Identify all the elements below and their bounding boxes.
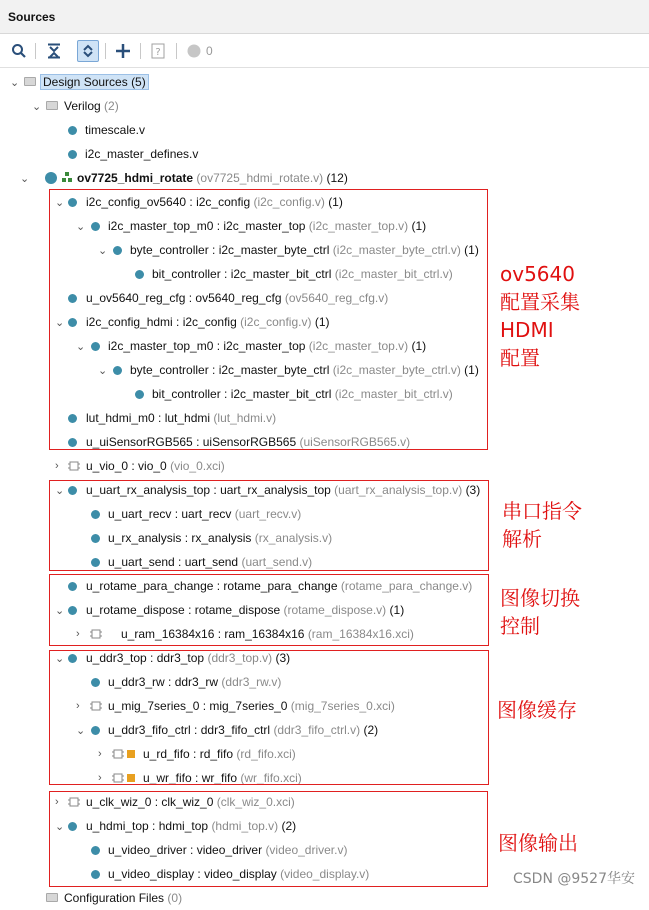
node-file: (uart_rx_analysis_top.v) — [334, 483, 463, 497]
folder-icon — [46, 101, 58, 110]
node-name: i2c_master_top_m0 : i2c_master_top — [108, 339, 306, 353]
node-file: (i2c_config.v) — [253, 195, 325, 209]
node-name: bit_controller : i2c_master_bit_ctrl — [152, 387, 332, 401]
module-icon — [45, 172, 57, 184]
properties-icon[interactable] — [147, 40, 169, 62]
chevron-right-icon[interactable]: › — [76, 700, 80, 712]
node-count: (1) — [328, 195, 343, 209]
toolbar — [0, 34, 649, 68]
node-name: u_uart_recv : uart_recv — [108, 507, 232, 521]
node-name: u_rotame_dispose : rotame_dispose — [86, 603, 281, 617]
hierarchy-icon — [62, 172, 72, 182]
node-name: i2c_master_top_m0 : i2c_master_top — [108, 219, 306, 233]
node-file: (i2c_config.v) — [240, 315, 312, 329]
node-name: u_ddr3_top : ddr3_top — [86, 651, 205, 665]
ip-core-icon — [68, 460, 82, 475]
node-file: (video_display.v) — [280, 867, 370, 881]
node-file: (i2c_master_bit_ctrl.v) — [334, 267, 453, 281]
file-icon — [68, 126, 77, 135]
node-count: (3) — [275, 651, 291, 665]
node-file: (clk_wiz_0.xci) — [216, 795, 295, 809]
collapse-all-icon[interactable] — [43, 40, 65, 62]
chevron-down-icon[interactable]: ⌄ — [20, 173, 30, 185]
node-name: u_wr_fifo : wr_fifo — [143, 771, 238, 785]
chevron-down-icon[interactable]: ⌄ — [55, 317, 65, 329]
chevron-down-icon[interactable]: ⌄ — [98, 365, 108, 377]
node-name: u_ram_16384x16 : ram_16384x16 — [121, 627, 305, 641]
node-name: u_rx_analysis : rx_analysis — [108, 531, 252, 545]
node-count: (1) — [464, 243, 479, 257]
node-count: (1) — [411, 339, 427, 353]
chevron-right-icon[interactable]: › — [55, 796, 59, 808]
node-name: u_video_driver : video_driver — [108, 843, 263, 857]
node-file: (ram_16384x16.xci) — [307, 627, 414, 641]
node-file: (uart_send.v) — [241, 555, 313, 569]
node-name: u_rd_fifo : rd_fifo — [143, 747, 234, 761]
node-file: (uiSensorRGB565.v) — [299, 435, 411, 449]
annotation-uart: 串口指令 解析 — [502, 499, 582, 551]
node-name: byte_controller : i2c_master_byte_ctrl — [130, 243, 330, 257]
node-count: (3) — [465, 483, 481, 497]
node-name: u_hdmi_top : hdmi_top — [86, 819, 209, 833]
design-sources-node[interactable]: Design Sources (5) — [40, 70, 149, 94]
node-count: (2) — [281, 819, 297, 833]
node-name: u_ddr3_rw : ddr3_rw — [108, 675, 219, 689]
node-file: (i2c_master_byte_ctrl.v) — [332, 243, 461, 257]
node-file: (mig_7series_0.xci) — [290, 699, 395, 713]
error-count: 0 — [206, 44, 213, 58]
folder-icon — [46, 893, 58, 902]
annotation-box-uart — [49, 480, 489, 571]
node-file: (rx_analysis.v) — [254, 531, 333, 545]
annotation-hdmi: 图像输出 — [498, 831, 578, 855]
node-file: (wr_fifo.xci) — [240, 771, 302, 785]
node-file: (rotame_dispose.v) — [283, 603, 387, 617]
chevron-down-icon[interactable]: ⌄ — [76, 341, 86, 353]
verilog-node[interactable]: Verilog (2) — [64, 99, 119, 113]
chevron-right-icon[interactable]: › — [76, 628, 80, 640]
node-count: (1) — [464, 363, 479, 377]
top-module-node[interactable]: ov7725_hdmi_rotate (ov7725_hdmi_rotate.v) (12) — [77, 171, 348, 185]
node-count: (2) — [363, 723, 379, 737]
node-file: (i2c_master_byte_ctrl.v) — [332, 363, 461, 377]
annotation-box-ddr3 — [49, 650, 489, 785]
annotation-rotate: 图像切换 控制 — [500, 586, 580, 638]
node-name: u_rotame_para_change : rotame_para_change — [86, 579, 338, 593]
node-name: u_uart_rx_analysis_top : uart_rx_analysis_top — [86, 483, 331, 497]
node-file: (vio_0.xci) — [170, 459, 225, 473]
node-file: (i2c_master_top.v) — [308, 219, 409, 233]
folder-icon — [24, 77, 36, 86]
chevron-down-icon[interactable]: ⌄ — [76, 221, 86, 233]
svg-text:?: ? — [155, 47, 161, 58]
file-i2c-master-defines[interactable]: i2c_master_defines.v — [85, 147, 199, 161]
node-file: (rd_fifo.xci) — [236, 747, 296, 761]
add-sources-icon[interactable] — [112, 40, 134, 62]
annotation-box-i2c — [49, 189, 488, 450]
node-file: (video_driver.v) — [265, 843, 348, 857]
chevron-down-icon[interactable]: ⌄ — [98, 245, 108, 257]
chevron-down-icon[interactable]: ⌄ — [55, 605, 65, 617]
file-icon — [68, 150, 77, 159]
node-name: u_uiSensorRGB565 : uiSensorRGB565 — [86, 435, 297, 449]
node-file: (ddr3_top.v) — [207, 651, 273, 665]
file-timescale[interactable]: timescale.v — [85, 123, 146, 137]
chevron-right-icon[interactable]: › — [98, 748, 102, 760]
node-count: (1) — [314, 315, 330, 329]
node-name: u_ov5640_reg_cfg : ov5640_reg_cfg — [86, 291, 282, 305]
node-name: u_vio_0 : vio_0 — [86, 459, 167, 473]
node-name: u_uart_send : uart_send — [108, 555, 239, 569]
chevron-down-icon[interactable]: ⌄ — [55, 821, 65, 833]
annotation-box-hdmi — [49, 791, 488, 887]
chevron-down-icon[interactable]: ⌄ — [55, 653, 65, 665]
node-name: lut_hdmi_m0 : lut_hdmi — [86, 411, 211, 425]
node-count: (1) — [389, 603, 405, 617]
node-file: (rotame_para_change.v) — [340, 579, 473, 593]
node-file: (hdmi_top.v) — [211, 819, 279, 833]
chevron-down-icon[interactable]: ⌄ — [76, 725, 86, 737]
node-file: (i2c_master_top.v) — [308, 339, 409, 353]
node-name: byte_controller : i2c_master_byte_ctrl — [130, 363, 330, 377]
node-file: (uart_recv.v) — [234, 507, 302, 521]
node-file: (ov5640_reg_cfg.v) — [284, 291, 389, 305]
node-file: (ddr3_fifo_ctrl.v) — [273, 723, 361, 737]
node-name: u_ddr3_fifo_ctrl : ddr3_fifo_ctrl — [108, 723, 271, 737]
annotation-ddr3: 图像缓存 — [497, 698, 577, 722]
chevron-right-icon[interactable]: › — [98, 772, 102, 784]
tree-node[interactable] — [86, 454, 225, 478]
node-name: i2c_config_ov5640 : i2c_config — [86, 195, 251, 209]
node-file: (lut_hdmi.v) — [213, 411, 277, 425]
annotation-box-rotate — [49, 574, 489, 646]
chevron-down-icon[interactable]: ⌄ — [10, 77, 20, 89]
node-name: i2c_config_hdmi : i2c_config — [86, 315, 237, 329]
node-count: (1) — [411, 219, 427, 233]
config-files-node[interactable]: Configuration Files (0) — [64, 891, 183, 905]
node-name: bit_controller : i2c_master_bit_ctrl — [152, 267, 332, 281]
expand-all-icon[interactable] — [77, 40, 99, 62]
node-name: u_mig_7series_0 : mig_7series_0 — [108, 699, 288, 713]
annotation-ov5640: ov5640 配置采集 HDMI 配置 — [500, 262, 580, 370]
chevron-right-icon[interactable]: › — [55, 460, 59, 472]
status-dot-icon — [183, 40, 205, 62]
search-icon[interactable] — [8, 40, 30, 62]
panel-title: Sources — [8, 10, 56, 24]
node-file: (i2c_master_bit_ctrl.v) — [334, 387, 453, 401]
node-file: (ddr3_rw.v) — [221, 675, 282, 689]
chevron-down-icon[interactable]: ⌄ — [55, 197, 65, 209]
node-name: u_clk_wiz_0 : clk_wiz_0 — [86, 795, 214, 809]
panel-header — [0, 0, 649, 34]
chevron-down-icon[interactable]: ⌄ — [32, 101, 42, 113]
watermark: CSDN @9527华安 — [513, 871, 635, 887]
node-name: u_video_display : video_display — [108, 867, 277, 881]
chevron-down-icon[interactable]: ⌄ — [55, 485, 65, 497]
